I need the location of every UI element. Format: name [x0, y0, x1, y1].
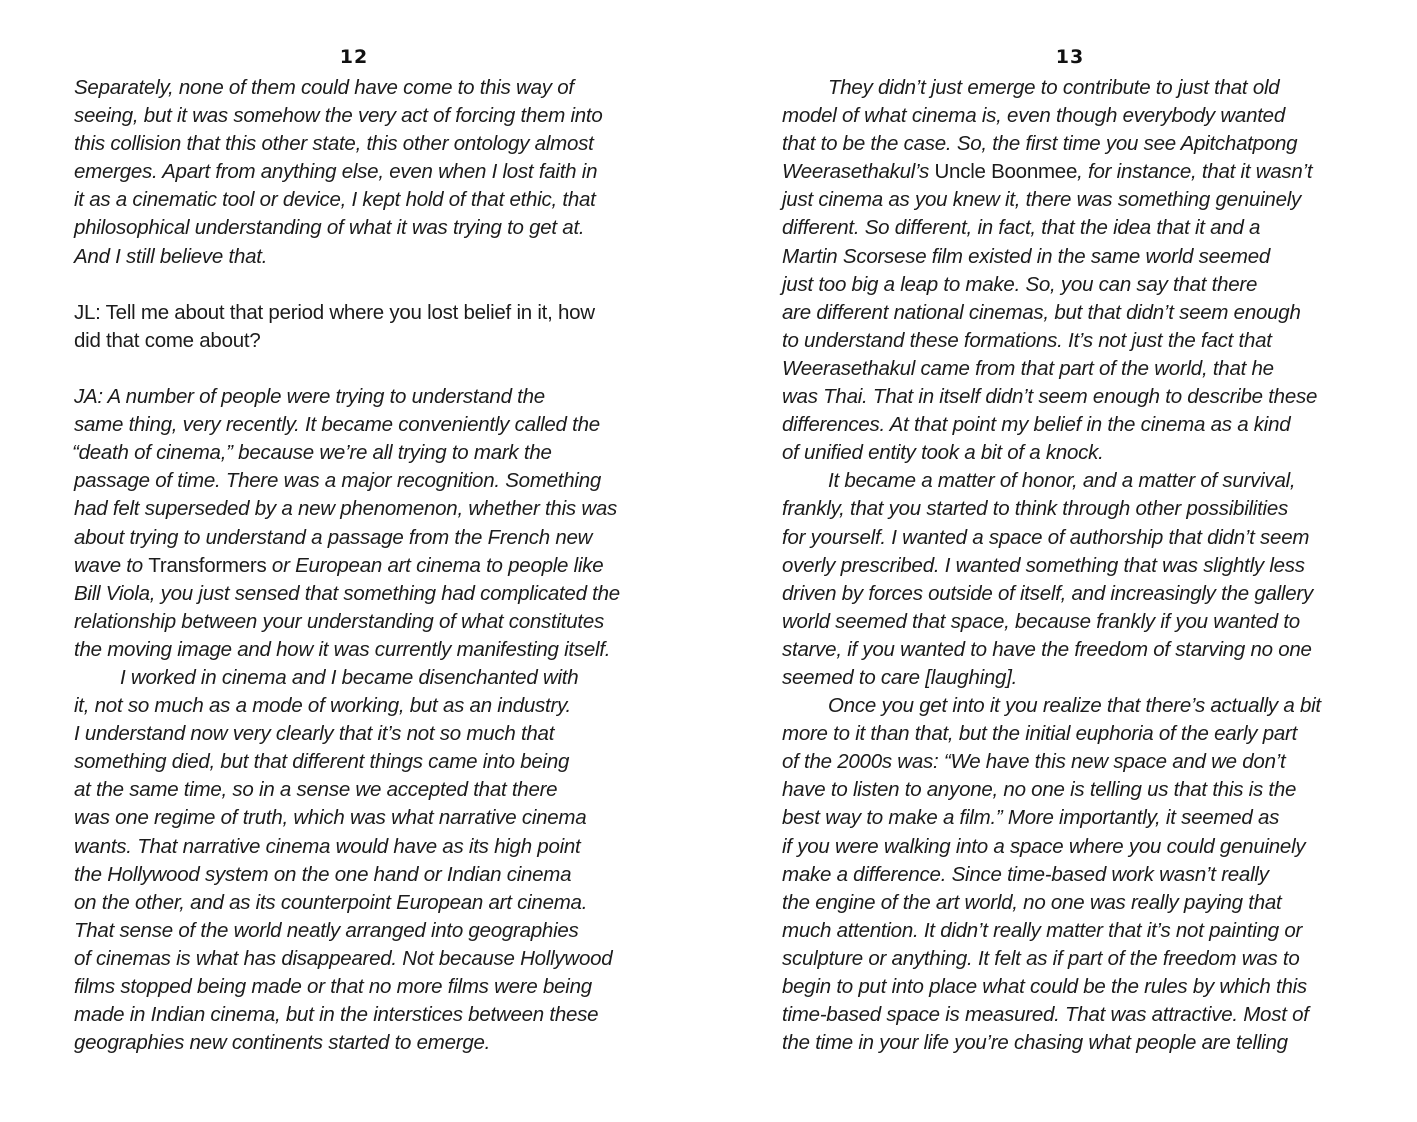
text-line: at the same time, so in a sense we accepted that there [74, 778, 558, 802]
text-line: it, not so much as a mode of working, but as an industry. [74, 694, 571, 718]
paragraph-gap [74, 271, 654, 299]
text-line: did that come about? [74, 328, 261, 352]
text-line: starve, if you wanted to have the freedom of starving no one [782, 637, 1312, 661]
text-line: time-based space is measured. That was attractive. Most of [782, 1003, 1309, 1027]
paragraph-gap [74, 355, 654, 383]
text-line: Separately, none of them could have come to this way of [74, 76, 574, 99]
text-line: that to be the case. So, the first time you see Apitchatpong [782, 132, 1298, 156]
text-fragment: wave to [74, 553, 149, 577]
text-line: of the 2000s was: “We have this new space and we don’t [782, 750, 1286, 774]
film-title-uncle-boonmee: Uncle Boonmee [934, 160, 1078, 184]
text-line: just too big a leap to make. So, you can say that there [782, 272, 1258, 296]
page-number-right: 13 [1055, 46, 1085, 68]
text-line: the engine of the art world, no one was really paying that [782, 890, 1282, 914]
text-line: have to listen to anyone, no one is telling us that this is the [782, 778, 1297, 802]
text-line: Bill Viola, you just sensed that something had complicated the [74, 581, 620, 605]
answer-paragraph [74, 383, 654, 1057]
text-line: It became a matter of honor, and a matter of survival, [828, 469, 1296, 493]
text-line: differences. At that point my belief in the cinema as a kind [782, 413, 1291, 437]
text-line: of unified entity took a bit of a knock. [782, 441, 1104, 465]
text-line: to understand these formations. It’s not just the fact that [782, 328, 1272, 352]
text-line: about trying to understand a passage from the French new [74, 525, 593, 549]
text-line: relationship between your understanding of what constitutes [74, 609, 604, 633]
text-line: something died, but that different things came into being [74, 750, 570, 774]
text-line: geographies new continents started to emerge. [74, 1031, 491, 1055]
text-line: the moving image and how it was currently manifesting itself. [74, 637, 611, 661]
text-line: different. So different, in fact, that the idea that it and a [782, 216, 1261, 240]
text-line: Martin Scorsese film existed in the same world seemed [782, 244, 1271, 268]
text-line: “death of cinema,” because we’re all trying to mark the [72, 441, 552, 465]
text-fragment: Weerasethakul’s [782, 160, 935, 184]
text-line: are different national cinemas, but that didn’t seem enough [782, 300, 1301, 324]
text-line: sculpture or anything. It felt as if part of the freedom was to [782, 946, 1300, 970]
text-line: this collision that this other state, this other ontology almost [74, 132, 594, 156]
text-line: frankly, that you started to think through other possibilities [782, 497, 1289, 521]
text-line: I worked in cinema and I became disenchanted with [120, 665, 579, 689]
right-page-text [782, 74, 1372, 1057]
text-line: on the other, and as its counterpoint European art cinema. [74, 890, 588, 914]
text-line: JL: Tell me about that period where you lost belief in it, how [74, 300, 595, 324]
text-line [74, 552, 654, 580]
text-line: wants. That narrative cinema would have as its high point [74, 834, 581, 858]
text-line: world seemed that space, because frankly if you wanted to [782, 609, 1300, 633]
text-line: more to it than that, but the initial euphoria of the early part [782, 722, 1298, 746]
text-line: passage of time. There was a major recognition. Something [74, 469, 601, 493]
text-line [782, 158, 1372, 186]
text-line: driven by forces outside of itself, and increasingly the gallery [782, 581, 1313, 605]
left-page [0, 0, 708, 1122]
text-line: same thing, very recently. It became conveniently called the [74, 413, 600, 437]
text-line: That sense of the world neatly arranged into geographies [74, 918, 579, 942]
text-line: the Hollywood system on the one hand or Indian cinema [74, 862, 572, 886]
text-line: overly prescribed. I wanted something that was slightly less [782, 553, 1305, 577]
text-line: Once you get into it you realize that there’s actually a bit [828, 694, 1321, 718]
text-line: I understand now very clearly that it’s not so much that [74, 722, 555, 746]
right-page [708, 0, 1417, 1122]
text-line: had felt superseded by a new phenomenon, whether this was [74, 497, 618, 521]
text-line: much attention. It didn’t really matter that it’s not painting or [782, 918, 1303, 942]
text-line: begin to put into place what could be the rules by which this [782, 975, 1307, 998]
text-line: was Thai. That in itself didn’t seem enough to describe these [782, 385, 1318, 409]
film-title-transformers: Transformers [148, 553, 267, 577]
text-line: And I still believe that. [74, 244, 268, 268]
text-line: just cinema as you knew it, there was something genuinely [782, 188, 1302, 212]
text-line: make a difference. Since time-based work wasn’t really [782, 862, 1269, 886]
text-line: emerges. Apart from anything else, even when I lost faith in [74, 160, 598, 184]
page-number-left: 12 [339, 46, 369, 68]
text-line: seemed to care [laughing]. [782, 665, 1018, 689]
text-line: films stopped being made or that no more films were being [74, 975, 592, 998]
text-line: JA: A number of people were trying to understand the [74, 385, 545, 409]
text-line: it as a cinematic tool or device, I kept hold of that ethic, that [74, 188, 596, 212]
text-line: made in Indian cinema, but in the interstices between these [74, 1003, 599, 1027]
text-line: was one regime of truth, which was what narrative cinema [74, 806, 587, 830]
text-line: model of what cinema is, even though everybody wanted [782, 104, 1285, 128]
text-line: for yourself. I wanted a space of authorship that didn’t seem [782, 525, 1310, 549]
text-line: the time in your life you’re chasing what people are telling [782, 1031, 1288, 1055]
text-fragment: , for instance, that it wasn’t [1077, 160, 1313, 184]
left-page-text [74, 74, 654, 1057]
text-line: best way to make a film.” More importantly, it seemed as [782, 806, 1280, 830]
paragraph-separately [74, 74, 654, 271]
text-line: They didn’t just emerge to contribute to just that old [828, 76, 1280, 99]
text-line: of cinemas is what has disappeared. Not because Hollywood [74, 946, 613, 970]
text-line: if you were walking into a space where you could genuinely [782, 834, 1306, 858]
text-line: seeing, but it was somehow the very act of forcing them into [74, 104, 603, 128]
text-line: Weerasethakul came from that part of the world, that he [782, 356, 1274, 380]
interviewer-question [74, 299, 654, 355]
text-line: philosophical understanding of what it was trying to get at. [74, 216, 585, 240]
text-fragment: or European art cinema to people like [266, 553, 604, 577]
